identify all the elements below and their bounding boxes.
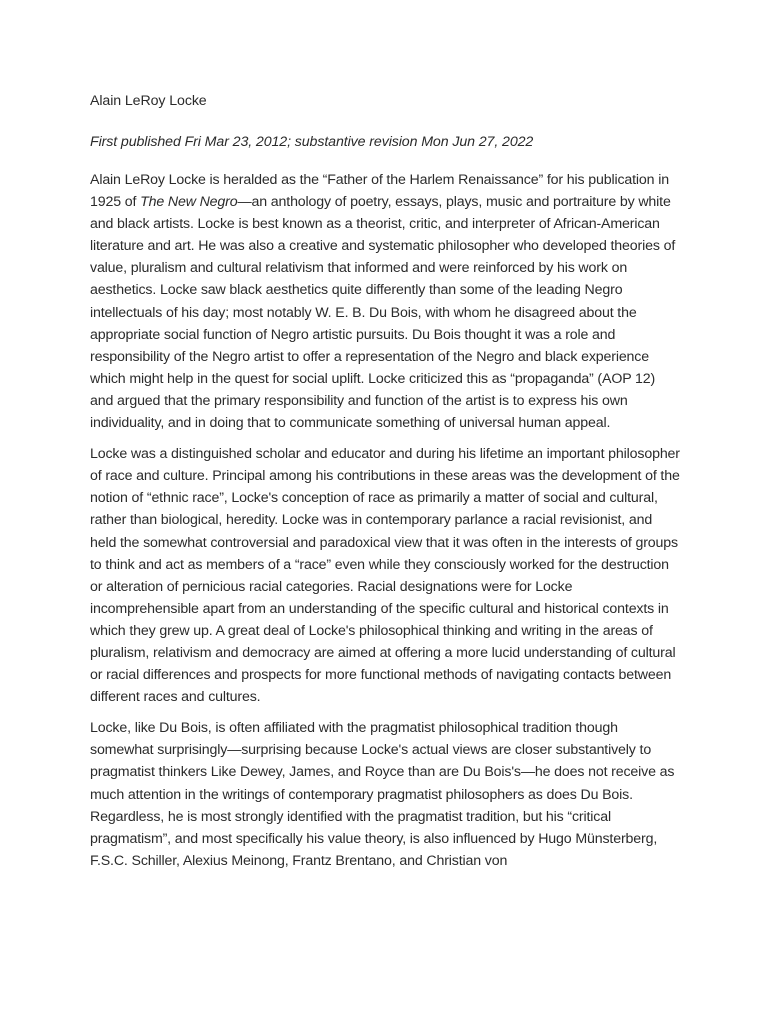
document-page	[90, 90, 682, 881]
article-title: Alain LeRoy Locke	[90, 93, 207, 109]
paragraph-1-text-b: —an anthology of poetry, essays, plays, music and portraiture by white and black artists. Locke is best known as a theorist, critic, and interpreter of African-American literature and art. He was also a creative and systematic philosopher who developed theories of value, pluralism and cultural relativism that informed and were reinforced by his work on aesthetics. Locke saw black aesthetics quite differently than some of the leading Negro intellectuals of his day; most notably W. E. B. Du Bois, with whom he disagreed about the appropriate social function of Negro artistic pursuits. Du Bois thought it was a role and responsibility of the Negro artist to offer a representation of the Negro and black experience which might help in the quest for social uplift. Locke criticized this as “propaganda” (AOP 12) and argued that the primary responsibility and function of the artist is to express his own individuality, and in doing that to communicate something of universal human appeal.	[90, 194, 676, 432]
paragraph-1	[90, 169, 682, 434]
book-title-italic: The New Negro	[140, 194, 238, 211]
paragraph-3: Locke, like Du Bois, is often affiliated with the pragmatist philosophical tradition though somewhat surprisingly—surprising because Locke's actual views are closer substantively to pragmatist thinkers Like Dewey, James, and Royce than are Du Bois's—he does not receive as much attention in the writings of contemporary pragmatist philosophers as does Du Bois. Regardless, he is most strongly identified with the pragmatist tradition, but his “critical pragmatism”, and most specifically his value theory, is also influenced by Hugo Münsterberg, F.S.C. Schiller, Alexius Meinong, Frantz Brentano, and Christian von	[90, 720, 675, 869]
publication-info: First published Fri Mar 23, 2012; substantive revision Mon Jun 27, 2022	[90, 134, 534, 150]
paragraph-2: Locke was a distinguished scholar and educator and during his lifetime an important philosopher of race and culture. Principal among his contributions in these areas was the development of the notion of “ethnic race”, Locke's conception of race as primarily a matter of social and cultural, rather than biological, heredity. Locke was in contemporary parlance a racial revisionist, and held the somewhat controversial and paradoxical view that it was often in the interests of groups to think and act as members of a “race” even while they consciously worked for the destruction or alteration of pernicious racial categories. Racial designations were for Locke incomprehensible apart from an understanding of the specific cultural and historical contexts in which they grew up. A great deal of Locke's philosophical thinking and writing in the areas of pluralism, relativism and democracy are aimed at offering a more lucid understanding of cultural or racial differences and prospects for more functional methods of navigating contacts between different races and cultures.	[90, 446, 680, 706]
paragraph-1-text-a: Alain LeRoy Locke is heralded as the “Father of the Harlem Renaissance” for his publication in 1925 of	[90, 172, 669, 211]
